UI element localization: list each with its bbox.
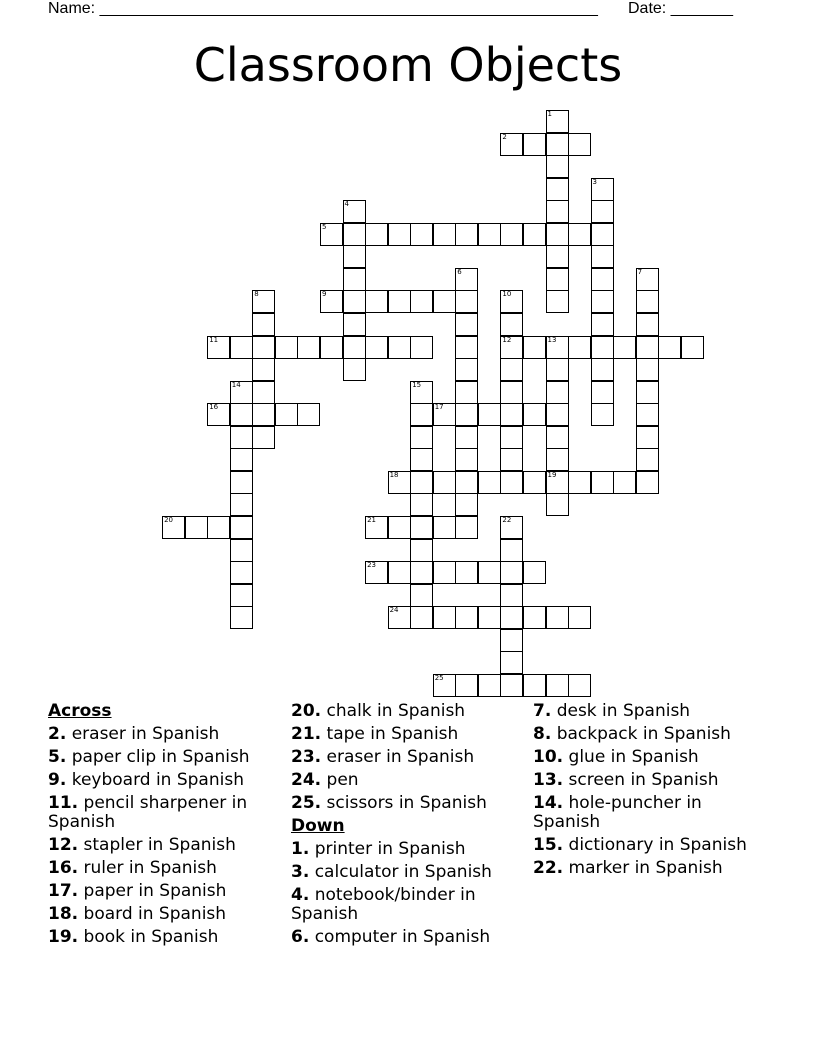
clue-number: 23	[367, 561, 377, 569]
clue-item-text: marker in Spanish	[563, 858, 723, 878]
grid-cell[interactable]	[455, 381, 478, 404]
clue-item-text: desk in Spanish	[551, 701, 691, 721]
clue-item	[291, 771, 527, 790]
grid-cell[interactable]	[500, 336, 523, 359]
grid-cell[interactable]	[252, 403, 275, 426]
clue-item-text: board in Spanish	[78, 904, 227, 924]
clue-item	[291, 886, 527, 924]
grid-cell[interactable]	[410, 539, 433, 562]
grid-cell[interactable]	[546, 223, 569, 246]
grid-cell[interactable]	[388, 606, 411, 629]
grid-cell[interactable]	[433, 223, 456, 246]
clue-number: 4	[344, 200, 349, 209]
clue-number: 17	[434, 403, 444, 412]
grid-cell[interactable]	[591, 245, 614, 268]
grid-cell[interactable]	[410, 606, 433, 629]
grid-cell[interactable]	[275, 403, 298, 426]
grid-cell[interactable]	[365, 290, 388, 313]
clue-number: 15	[412, 380, 422, 389]
clue-number: 21	[367, 515, 377, 524]
grid-cell[interactable]	[455, 426, 478, 449]
grid-cell[interactable]	[343, 245, 366, 268]
clue-item-text: scissors in Spanish	[321, 793, 487, 813]
clue-item-number: 19.	[48, 927, 79, 947]
clue-number: 25	[434, 673, 444, 682]
grid-cell[interactable]	[455, 471, 478, 494]
grid-cell[interactable]	[613, 336, 636, 359]
grid-cell[interactable]	[388, 223, 411, 246]
grid-cell[interactable]	[636, 358, 659, 381]
grid-cell[interactable]	[500, 584, 523, 607]
grid-cell[interactable]	[523, 606, 546, 629]
grid-cell[interactable]	[207, 336, 230, 359]
clue-number: 19	[547, 470, 557, 479]
grid-cell[interactable]	[546, 381, 569, 404]
clue-item-text: screen in Spanish	[563, 770, 719, 790]
grid-cell[interactable]	[546, 200, 569, 223]
grid-cell[interactable]	[546, 268, 569, 291]
clue-item-number: 2.	[48, 724, 67, 744]
grid-cell[interactable]	[523, 674, 546, 697]
clue-item-number: 10.	[533, 747, 564, 767]
grid-cell[interactable]	[500, 674, 523, 697]
clue-item-number: 4.	[291, 885, 310, 905]
clue-item	[533, 748, 773, 767]
grid-cell[interactable]	[568, 674, 591, 697]
grid-cell[interactable]	[636, 448, 659, 471]
grid-cell[interactable]	[500, 313, 523, 336]
grid-cell[interactable]	[230, 471, 253, 494]
clue-item-number: 17.	[48, 881, 79, 901]
clue-item-text: calculator in Spanish	[309, 862, 492, 882]
grid-cell[interactable]	[388, 516, 411, 539]
clue-item	[48, 859, 284, 878]
clue-item-number: 20.	[291, 701, 322, 721]
grid-cell[interactable]	[636, 471, 659, 494]
clue-item-number: 16.	[48, 858, 79, 878]
grid-cell[interactable]	[478, 561, 501, 584]
grid-cell[interactable]	[252, 426, 275, 449]
grid-cell[interactable]	[455, 336, 478, 359]
grid-cell[interactable]	[388, 336, 411, 359]
clue-item-number: 1.	[291, 839, 310, 859]
clue-item-text: notebook/binder in Spanish	[291, 885, 476, 924]
clue-item-number: 18.	[48, 904, 79, 924]
grid-cell[interactable]	[500, 290, 523, 313]
grid-cell[interactable]	[343, 268, 366, 291]
grid-cell[interactable]	[478, 403, 501, 426]
grid-cell[interactable]	[410, 516, 433, 539]
clue-item-text: eraser in Spanish	[66, 724, 220, 744]
grid-cell[interactable]	[410, 448, 433, 471]
grid-cell[interactable]	[591, 290, 614, 313]
grid-cell[interactable]	[230, 381, 253, 404]
grid-cell[interactable]	[433, 290, 456, 313]
grid-cell[interactable]	[410, 493, 433, 516]
grid-cell[interactable]	[636, 381, 659, 404]
grid-cell[interactable]	[455, 403, 478, 426]
grid-cell[interactable]	[410, 223, 433, 246]
clue-number: 2	[502, 132, 507, 141]
grid-cell[interactable]	[230, 426, 253, 449]
grid-cell[interactable]	[546, 155, 569, 178]
grid-cell[interactable]	[568, 336, 591, 359]
grid-cell[interactable]	[230, 493, 253, 516]
grid-cell[interactable]	[230, 584, 253, 607]
grid-cell[interactable]	[500, 403, 523, 426]
clue-number: 3	[592, 177, 597, 186]
grid-cell[interactable]	[320, 290, 343, 313]
clue-item	[48, 882, 284, 901]
clue-number: 22	[502, 515, 512, 524]
clue-item-number: 23.	[291, 747, 322, 767]
clue-number: 7	[637, 267, 643, 276]
grid-cell[interactable]	[455, 493, 478, 516]
grid-cell[interactable]	[230, 403, 253, 426]
grid-cell[interactable]	[275, 336, 298, 359]
grid-cell[interactable]	[636, 336, 659, 359]
grid-cell[interactable]	[365, 516, 388, 539]
grid-cell[interactable]	[546, 133, 569, 156]
clue-item	[48, 836, 284, 855]
clue-item	[291, 702, 527, 721]
clue-item-number: 8.	[533, 724, 552, 744]
grid-cell[interactable]	[568, 471, 591, 494]
grid-cell[interactable]	[546, 245, 569, 268]
grid-cell[interactable]	[252, 358, 275, 381]
grid-cell[interactable]	[636, 268, 659, 291]
page-title: Classroom Objects	[193, 38, 623, 92]
grid-cell[interactable]	[523, 133, 546, 156]
clue-section-heading: Across	[48, 701, 112, 721]
grid-cell[interactable]	[591, 178, 614, 201]
grid-cell[interactable]	[343, 358, 366, 381]
grid-cell[interactable]	[343, 290, 366, 313]
grid-cell[interactable]	[546, 403, 569, 426]
grid-cell[interactable]	[433, 471, 456, 494]
grid-cell[interactable]	[523, 471, 546, 494]
grid-cell[interactable]	[433, 674, 456, 697]
grid-cell[interactable]	[410, 426, 433, 449]
grid-cell[interactable]	[500, 629, 523, 652]
clue-item	[48, 771, 284, 790]
grid-cell[interactable]	[162, 516, 185, 539]
clue-number: 14	[231, 380, 241, 389]
grid-cell[interactable]	[230, 516, 253, 539]
grid-cell[interactable]	[568, 133, 591, 156]
grid-cell[interactable]	[478, 471, 501, 494]
grid-cell[interactable]	[230, 336, 253, 359]
grid-cell[interactable]	[546, 336, 569, 359]
clue-item-text: eraser in Spanish	[321, 747, 475, 767]
clue-item-number: 13.	[533, 770, 564, 790]
grid-cell[interactable]	[410, 381, 433, 404]
clue-item-number: 11.	[48, 793, 79, 813]
clue-number: 24	[389, 606, 399, 615]
clue-item	[48, 905, 284, 924]
date-field-label: Date: _______	[628, 0, 733, 17]
grid-cell[interactable]	[500, 426, 523, 449]
grid-cell[interactable]	[343, 200, 366, 223]
clue-item-text: pencil sharpener in Spanish	[48, 793, 248, 832]
grid-cell[interactable]	[433, 606, 456, 629]
grid-cell[interactable]	[591, 200, 614, 223]
grid-cell[interactable]	[591, 358, 614, 381]
grid-cell[interactable]	[591, 471, 614, 494]
clues-column-1	[48, 702, 284, 951]
clue-item-text: paper in Spanish	[78, 881, 227, 901]
grid-cell[interactable]	[410, 336, 433, 359]
grid-cell[interactable]	[252, 381, 275, 404]
grid-cell[interactable]	[681, 336, 704, 359]
grid-cell[interactable]	[546, 674, 569, 697]
grid-cell[interactable]	[252, 313, 275, 336]
clue-section-heading: Down	[291, 816, 345, 836]
grid-cell[interactable]	[410, 290, 433, 313]
clue-item	[291, 794, 527, 813]
grid-cell[interactable]	[500, 381, 523, 404]
grid-cell[interactable]	[455, 448, 478, 471]
grid-cell[interactable]	[591, 381, 614, 404]
grid-cell[interactable]	[546, 110, 569, 133]
clue-item-number: 25.	[291, 793, 322, 813]
grid-cell[interactable]	[636, 426, 659, 449]
grid-cell[interactable]	[320, 223, 343, 246]
clue-item	[291, 725, 527, 744]
grid-cell[interactable]	[455, 561, 478, 584]
grid-cell[interactable]	[230, 539, 253, 562]
grid-cell[interactable]	[636, 403, 659, 426]
clue-item-text: hole-puncher in Spanish	[533, 793, 702, 832]
grid-cell[interactable]	[523, 223, 546, 246]
grid-cell[interactable]	[591, 268, 614, 291]
grid-cell[interactable]	[343, 223, 366, 246]
grid-cell[interactable]	[591, 223, 614, 246]
grid-cell[interactable]	[500, 606, 523, 629]
clue-item-text: chalk in Spanish	[321, 701, 466, 721]
grid-cell[interactable]	[500, 539, 523, 562]
clue-item-number: 22.	[533, 858, 564, 878]
grid-cell[interactable]	[546, 493, 569, 516]
clue-item	[533, 702, 773, 721]
clue-item-number: 12.	[48, 835, 79, 855]
grid-cell[interactable]	[365, 223, 388, 246]
grid-cell[interactable]	[410, 584, 433, 607]
clue-item-text: glue in Spanish	[563, 747, 699, 767]
grid-cell[interactable]	[343, 313, 366, 336]
clue-number: 20	[164, 515, 174, 524]
grid-cell[interactable]	[546, 448, 569, 471]
clue-item-number: 15.	[533, 835, 564, 855]
clues-column-3	[533, 702, 773, 882]
grid-cell[interactable]	[500, 223, 523, 246]
clue-item	[48, 794, 284, 832]
clue-item	[291, 840, 527, 859]
clue-item-number: 5.	[48, 747, 67, 767]
grid-cell[interactable]	[636, 313, 659, 336]
grid-cell[interactable]	[433, 403, 456, 426]
grid-cell[interactable]	[252, 290, 275, 313]
grid-cell[interactable]	[455, 674, 478, 697]
clue-item	[291, 748, 527, 767]
clue-number: 16	[209, 403, 219, 412]
clue-item	[533, 771, 773, 790]
grid-cell[interactable]	[591, 403, 614, 426]
clue-item-text: backpack in Spanish	[551, 724, 731, 744]
grid-cell[interactable]	[455, 223, 478, 246]
grid-cell[interactable]	[433, 516, 456, 539]
grid-cell[interactable]	[546, 426, 569, 449]
clue-item-number: 21.	[291, 724, 322, 744]
clue-item	[533, 725, 773, 744]
clue-item-text: computer in Spanish	[309, 927, 491, 947]
clue-number: 8	[254, 290, 259, 299]
grid-cell[interactable]	[500, 133, 523, 156]
grid-cell[interactable]	[478, 606, 501, 629]
grid-cell[interactable]	[410, 471, 433, 494]
grid-cell[interactable]	[388, 471, 411, 494]
clue-item-text: book in Spanish	[78, 927, 219, 947]
grid-cell[interactable]	[388, 290, 411, 313]
grid-cell[interactable]	[207, 403, 230, 426]
grid-cell[interactable]	[500, 516, 523, 539]
grid-cell[interactable]	[546, 606, 569, 629]
grid-cell[interactable]	[500, 471, 523, 494]
grid-cell[interactable]	[455, 358, 478, 381]
clue-number: 10	[502, 290, 512, 299]
grid-cell[interactable]	[388, 561, 411, 584]
grid-cell[interactable]	[455, 313, 478, 336]
clue-item-number: 6.	[291, 927, 310, 947]
grid-cell[interactable]	[500, 561, 523, 584]
clues-column-2	[291, 702, 527, 951]
clue-item	[48, 748, 284, 767]
grid-cell[interactable]	[546, 178, 569, 201]
clue-item	[291, 928, 527, 947]
grid-cell[interactable]	[433, 561, 456, 584]
grid-cell[interactable]	[185, 516, 208, 539]
grid-cell[interactable]	[252, 336, 275, 359]
grid-cell[interactable]	[410, 403, 433, 426]
grid-cell[interactable]	[478, 674, 501, 697]
grid-cell[interactable]	[455, 268, 478, 291]
grid-cell[interactable]	[230, 561, 253, 584]
clue-number: 6	[457, 267, 462, 276]
clue-item	[48, 928, 284, 947]
clue-number: 5	[322, 222, 327, 231]
grid-cell[interactable]	[343, 336, 366, 359]
clue-item-number: 7.	[533, 701, 552, 721]
grid-cell[interactable]	[568, 223, 591, 246]
grid-cell[interactable]	[613, 471, 636, 494]
grid-cell[interactable]	[658, 336, 681, 359]
grid-cell[interactable]	[207, 516, 230, 539]
grid-cell[interactable]	[365, 561, 388, 584]
clue-item	[48, 725, 284, 744]
grid-cell[interactable]	[297, 403, 320, 426]
grid-cell[interactable]	[455, 516, 478, 539]
clue-item-text: pen	[321, 770, 359, 790]
grid-cell[interactable]	[546, 290, 569, 313]
grid-cell[interactable]	[297, 336, 320, 359]
clue-item-text: keyboard in Spanish	[66, 770, 244, 790]
grid-cell[interactable]	[478, 223, 501, 246]
clue-item-number: 24.	[291, 770, 322, 790]
grid-cell[interactable]	[591, 336, 614, 359]
clue-number: 18	[389, 470, 399, 479]
clue-number: 9	[322, 290, 327, 299]
clue-item-text: dictionary in Spanish	[563, 835, 747, 855]
clue-item-number: 14.	[533, 793, 564, 813]
clue-item-number: 9.	[48, 770, 67, 790]
grid-cell[interactable]	[455, 606, 478, 629]
name-field-label: Name: ________________________________________________________	[48, 0, 598, 17]
grid-cell[interactable]	[320, 336, 343, 359]
clue-item-text: tape in Spanish	[321, 724, 459, 744]
clue-number: 1	[547, 110, 552, 118]
clue-item	[533, 794, 773, 832]
clue-item	[533, 836, 773, 855]
grid-cell[interactable]	[591, 313, 614, 336]
grid-cell[interactable]	[523, 403, 546, 426]
grid-cell[interactable]	[500, 448, 523, 471]
clue-item-text: printer in Spanish	[309, 839, 466, 859]
clue-item-number: 3.	[291, 862, 310, 882]
grid-cell[interactable]	[455, 290, 478, 313]
grid-cell[interactable]	[230, 606, 253, 629]
grid-cell[interactable]	[546, 471, 569, 494]
grid-cell[interactable]	[410, 561, 433, 584]
grid-cell[interactable]	[523, 561, 546, 584]
grid-cell[interactable]	[230, 448, 253, 471]
clue-item	[291, 863, 527, 882]
clue-item	[533, 859, 773, 878]
grid-cell[interactable]	[500, 651, 523, 674]
clue-item-text: stapler in Spanish	[78, 835, 236, 855]
grid-cell[interactable]	[365, 336, 388, 359]
grid-cell[interactable]	[523, 336, 546, 359]
clue-number: 12	[502, 335, 512, 344]
clue-item-text: paper clip in Spanish	[66, 747, 250, 767]
clue-number: 13	[547, 335, 557, 344]
grid-cell[interactable]	[500, 358, 523, 381]
clue-item-text: ruler in Spanish	[78, 858, 217, 878]
clue-number: 11	[209, 335, 219, 344]
grid-cell[interactable]	[546, 358, 569, 381]
grid-cell[interactable]	[636, 290, 659, 313]
grid-cell[interactable]	[568, 606, 591, 629]
